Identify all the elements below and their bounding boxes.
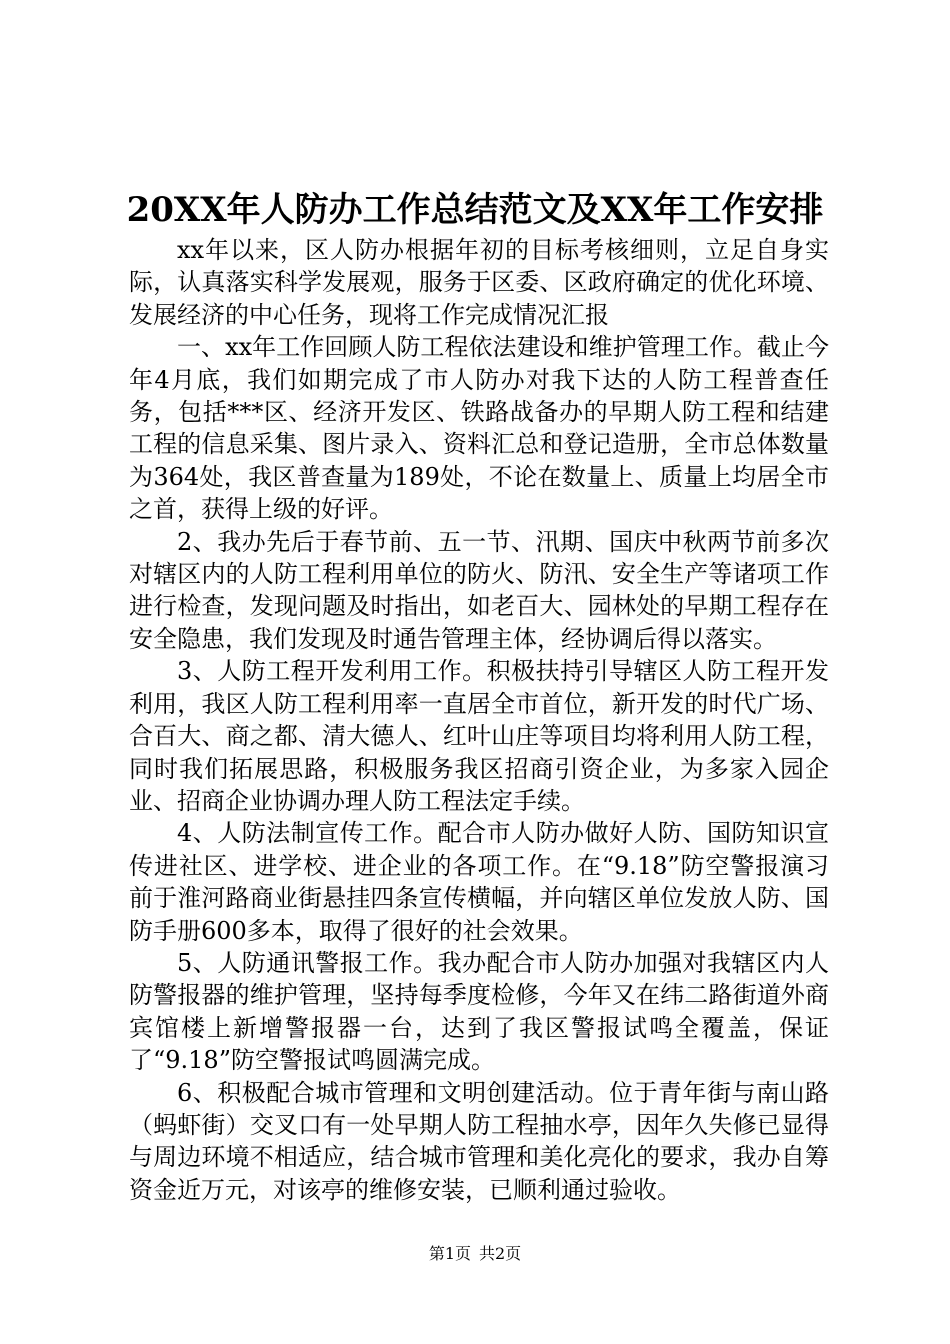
page-total: 共2页 [479, 1244, 522, 1263]
paragraph-section-1: 一、xx年工作回顾人防工程依法建设和维护管理工作。截止今年4月底，我们如期完成了市人防办对我下达的人防工程普查任务，包括***区、经济开发区、铁路战备办的早期人防工程和结建工程的信息采集、图片录入、资料汇总和登记造册，全市总体数量为364处，我区普查量为189处，不论在数量上、质量上均居全市之首，获得上级的好评。 [129, 333, 829, 524]
page-number: 第1页 [428, 1244, 471, 1263]
paragraph-item-5: 5、人防通讯警报工作。我办配合市人防办加强对我辖区内人防警报器的维护管理，坚持每季度检修，今年又在纬二路街道外商宾馆楼上新增警报器一台，达到了我区警报试鸣全覆盖，保证了“9.18”防空警报试鸣圆满完成。 [129, 948, 829, 1075]
paragraph-item-4: 4、人防法制宣传工作。配合市人防办做好人防、国防知识宣传进社区、进学校、进企业的各项工作。在“9.18”防空警报演习前于淮河路商业街悬挂四条宣传横幅，并向辖区单位发放人防、国防手册600多本，取得了很好的社会效果。 [129, 819, 829, 945]
document-body [129, 234, 829, 1206]
document-title: 20XX年人防办工作总结范文及XX年工作安排 [126, 190, 824, 230]
page-footer [0, 1244, 950, 1264]
paragraph-item-3: 3、人防工程开发利用工作。积极扶持引导辖区人防工程开发利用，我区人防工程利用率一直居全市首位，新开发的时代广场、合百大、商之都、清大德人、红叶山庄等项目均将利用人防工程，同时我们拓展思路，积极服务我区招商引资企业，为多家入园企业、招商企业协调办理人防工程法定手续。 [129, 657, 829, 815]
paragraph-item-6: 6、积极配合城市管理和文明创建活动。位于青年街与南山路（蚂虾街）交叉口有一处早期人防工程抽水亭，因年久失修已显得与周边环境不相适应，结合城市管理和美化亮化的要求，我办自筹资金近万元，对该亭的维修安装，已顺利通过验收。 [129, 1078, 829, 1204]
paragraph-intro: xx年以来，区人防办根据年初的目标考核细则，立足自身实际，认真落实科学发展观，服务于区委、区政府确定的优化环境、发展经济的中心任务，现将工作完成情况汇报 [129, 236, 829, 329]
paragraph-item-2: 2、我办先后于春节前、五一节、汛期、国庆中秋两节前多次对辖区内的人防工程利用单位的防火、防汛、安全生产等诸项工作进行检查，发现问题及时指出，如老百大、园林处的早期工程存在安全隐患，我们发现及时通告管理主体，经协调后得以落实。 [129, 527, 829, 653]
